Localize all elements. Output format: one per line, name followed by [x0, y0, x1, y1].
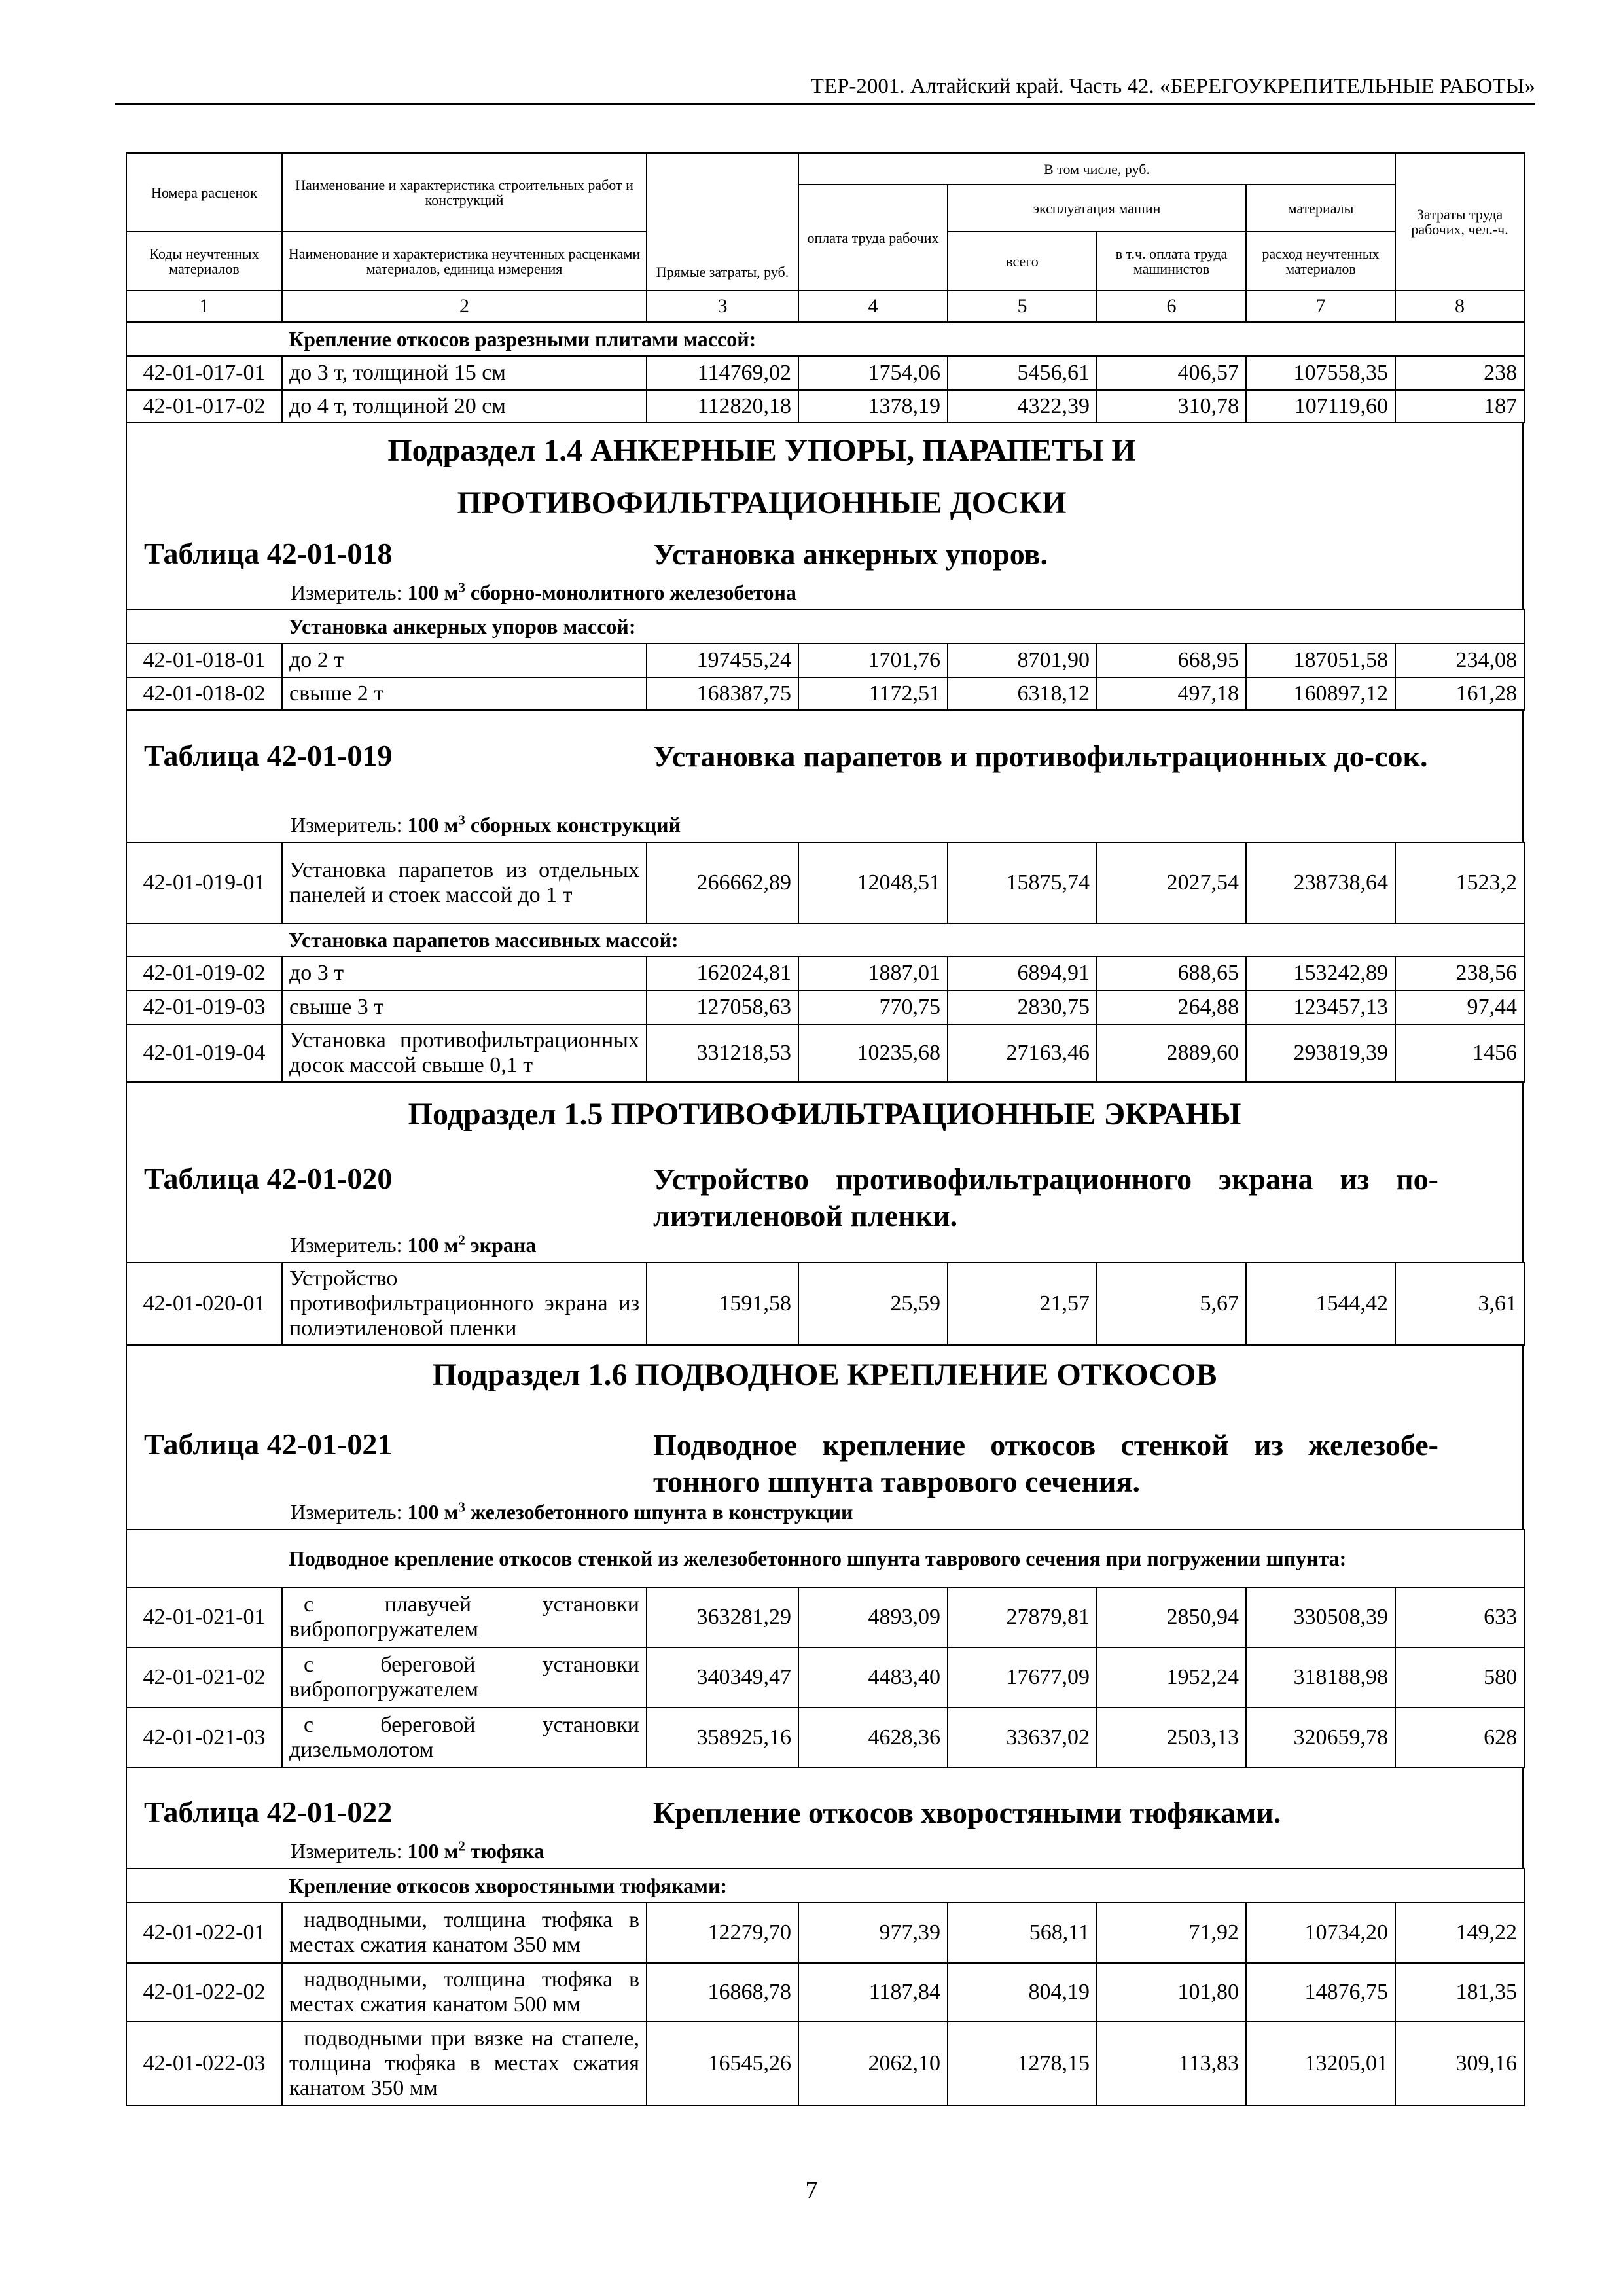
direct-cost: 1591,58 [647, 1263, 798, 1345]
rate-code: 42-01-018-02 [126, 677, 282, 710]
operator-cost: 1952,24 [1097, 1647, 1246, 1708]
operator-cost: 497,18 [1097, 677, 1246, 710]
material-cost: 330508,39 [1246, 1587, 1395, 1647]
material-cost: 123457,13 [1246, 990, 1395, 1024]
operator-cost: 668,95 [1097, 643, 1246, 677]
section-1-4 [126, 423, 1524, 609]
table-017-rows [126, 321, 1525, 423]
operator-cost: 264,88 [1097, 990, 1246, 1024]
operator-cost: 406,57 [1097, 356, 1246, 390]
labor-cost: 4483,40 [798, 1647, 948, 1708]
labor-hours: 580 [1395, 1647, 1524, 1708]
rate-name: надводными, толщина тюфяка в местах сжатия канатом 350 мм [282, 1903, 647, 1963]
table-018-rows [126, 609, 1525, 711]
labor-cost: 1187,84 [798, 1963, 948, 2022]
operator-cost: 5,67 [1097, 1263, 1246, 1345]
direct-cost: 162024,81 [647, 956, 798, 990]
machine-cost: 4322,39 [948, 390, 1097, 423]
material-cost: 107558,35 [1246, 356, 1395, 390]
machine-cost: 2830,75 [948, 990, 1097, 1024]
operator-cost: 310,78 [1097, 390, 1246, 423]
labor-hours: 161,28 [1395, 677, 1524, 710]
direct-cost: 197455,24 [647, 643, 798, 677]
material-cost: 160897,12 [1246, 677, 1395, 710]
operator-cost: 71,92 [1097, 1903, 1246, 1963]
direct-cost: 340349,47 [647, 1647, 798, 1708]
col4-header: оплата труда рабочих [798, 185, 948, 291]
labor-cost: 10235,68 [798, 1024, 948, 1082]
labor-cost: 1754,06 [798, 356, 948, 390]
table-title: Подводное крепление откосов стенкой из железобе-тонного шпунта таврового сечения. [653, 1428, 1438, 1498]
labor-hours: 633 [1395, 1587, 1524, 1647]
table-022-rows [126, 1868, 1525, 2106]
table-title: Устройство противофильтрационного экрана из по-лиэтиленовой пленки. [653, 1162, 1438, 1232]
col8-header: Затраты труда рабочих, чел.-ч. [1395, 153, 1524, 291]
rates-document [126, 152, 1524, 2106]
machine-cost: 568,11 [948, 1903, 1097, 1963]
col-number: 1 [126, 291, 282, 322]
col5-header: всего [948, 232, 1097, 291]
material-cost: 1544,42 [1246, 1263, 1395, 1345]
rate-name: с плавучей установки вибропогружателем [282, 1587, 647, 1647]
machine-cost: 1278,15 [948, 2022, 1097, 2106]
table-019-rows [126, 842, 1525, 1083]
labor-cost: 1378,19 [798, 390, 948, 423]
machines-header: эксплуатация машин [948, 185, 1246, 232]
group-heading: Подводное крепление откосов стенкой из железобетонного шпунта таврового сечения при погружении шпунта: [282, 1530, 1524, 1587]
material-cost: 14876,75 [1246, 1963, 1395, 2022]
material-cost: 320659,78 [1246, 1708, 1395, 1768]
material-cost: 153242,89 [1246, 956, 1395, 990]
machine-cost: 5456,61 [948, 356, 1097, 390]
rate-code: 42-01-022-03 [126, 2022, 282, 2106]
col6-header: в т.ч. оплата труда машинистов [1097, 232, 1246, 291]
machine-cost: 17677,09 [948, 1647, 1097, 1708]
machine-cost: 33637,02 [948, 1708, 1097, 1768]
table-number: Таблица 42-01-018 [144, 537, 393, 570]
incl-header: В том числе, руб. [798, 153, 1395, 185]
rate-name: до 2 т [282, 643, 647, 677]
direct-cost: 363281,29 [647, 1587, 798, 1647]
rate-name: Устройство противофильтрационного экрана из полиэтиленовой пленки [282, 1263, 647, 1345]
rate-code: 42-01-021-03 [126, 1708, 282, 1768]
table-number: Таблица 42-01-021 [144, 1427, 393, 1461]
machine-cost: 15875,74 [948, 842, 1097, 924]
labor-hours: 3,61 [1395, 1263, 1524, 1345]
rate-code: 42-01-018-01 [126, 643, 282, 677]
direct-cost: 266662,89 [647, 842, 798, 924]
rate-code: 42-01-019-02 [126, 956, 282, 990]
group-heading: Установка парапетов массивных массой: [282, 924, 1524, 956]
col-number: 2 [282, 291, 647, 322]
table-020-rows [126, 1262, 1525, 1346]
rate-code: 42-01-020-01 [126, 1263, 282, 1345]
material-cost: 13205,01 [1246, 2022, 1395, 2106]
labor-cost: 12048,51 [798, 842, 948, 924]
labor-hours: 628 [1395, 1708, 1524, 1768]
col-number: 5 [948, 291, 1097, 322]
rate-code: 42-01-019-04 [126, 1024, 282, 1082]
table-022-header [126, 1768, 1524, 1868]
rate-name: до 3 т, толщиной 15 см [282, 356, 647, 390]
col-number: 4 [798, 291, 948, 322]
direct-cost: 16545,26 [647, 2022, 798, 2106]
direct-cost: 168387,75 [647, 677, 798, 710]
table-title: Установка парапетов и противофильтрационных до-сок. [653, 740, 1428, 773]
operator-cost: 2889,60 [1097, 1024, 1246, 1082]
operator-cost: 2503,13 [1097, 1708, 1246, 1768]
table-number: Таблица 42-01-019 [144, 739, 393, 772]
measure-unit: Измеритель: 100 $м^3$ сборных конструкций [291, 812, 681, 836]
machine-cost: 27163,46 [948, 1024, 1097, 1082]
rate-name: надводными, толщина тюфяка в местах сжатия канатом 500 мм [282, 1963, 647, 2022]
rate-name: Установка парапетов из отдельных панелей и стоек массой до 1 т [282, 842, 647, 924]
rate-code: 42-01-022-02 [126, 1963, 282, 2022]
labor-cost: 25,59 [798, 1263, 948, 1345]
direct-cost: 12279,70 [647, 1903, 798, 1963]
material-cost: 10734,20 [1246, 1903, 1395, 1963]
labor-cost: 1172,51 [798, 677, 948, 710]
labor-hours: 149,22 [1395, 1903, 1524, 1963]
direct-cost: 127058,63 [647, 990, 798, 1024]
table-number: Таблица 42-01-020 [144, 1162, 393, 1195]
subsection-title: Подраздел 1.4 АНКЕРНЫЕ УПОРЫ, ПАРАПЕТЫ И ПРОТИВОФИЛЬТРАЦИОННЫЕ ДОСКИ [387, 433, 1136, 520]
col3-header: Прямые затраты, руб. [647, 153, 798, 291]
direct-cost: 331218,53 [647, 1024, 798, 1082]
direct-cost: 112820,18 [647, 390, 798, 423]
material-cost: 187051,58 [1246, 643, 1395, 677]
direct-cost: 358925,16 [647, 1708, 798, 1768]
material-cost: 318188,98 [1246, 1647, 1395, 1708]
labor-hours: 1456 [1395, 1024, 1524, 1082]
operator-cost: 101,80 [1097, 1963, 1246, 2022]
labor-cost: 1887,01 [798, 956, 948, 990]
rate-name: с береговой установки дизельмолотом [282, 1708, 647, 1768]
table-021-rows [126, 1529, 1525, 1768]
machine-cost: 8701,90 [948, 643, 1097, 677]
section-1-6 [126, 1346, 1524, 1529]
rate-name: до 3 т [282, 956, 647, 990]
measure-unit: Измеритель: 100 $м^2$ экрана [291, 1232, 537, 1257]
rate-code: 42-01-017-01 [126, 356, 282, 390]
machine-cost: 804,19 [948, 1963, 1097, 2022]
labor-cost: 4893,09 [798, 1587, 948, 1647]
labor-hours: 1523,2 [1395, 842, 1524, 924]
column-header-table [126, 152, 1525, 323]
labor-cost: 2062,10 [798, 2022, 948, 2106]
subsection-title: Подраздел 1.5 ПРОТИВОФИЛЬТРАЦИОННЫЕ ЭКРАНЫ [408, 1097, 1241, 1132]
labor-hours: 309,16 [1395, 2022, 1524, 2106]
operator-cost: 2850,94 [1097, 1587, 1246, 1647]
rate-name: подводными при вязке на стапеле, толщина тюфяка в местах сжатия канатом 350 мм [282, 2022, 647, 2106]
operator-cost: 113,83 [1097, 2022, 1246, 2106]
running-header: ТЕР-2001. Алтайский край. Часть 42. «БЕРЕГОУКРЕПИТЕЛЬНЫЕ РАБОТЫ» [115, 72, 1535, 105]
material-cost: 293819,39 [1246, 1024, 1395, 1082]
machine-cost: 21,57 [948, 1263, 1097, 1345]
group-heading: Крепление откосов хворостяными тюфяками: [282, 1869, 1524, 1903]
rate-code: 42-01-021-02 [126, 1647, 282, 1708]
labor-cost: 1701,76 [798, 643, 948, 677]
rate-name: свыше 2 т [282, 677, 647, 710]
machine-cost: 6894,91 [948, 956, 1097, 990]
table-number: Таблица 42-01-022 [144, 1795, 393, 1829]
labor-cost: 770,75 [798, 990, 948, 1024]
col7-header: расход неучтенных материалов [1246, 232, 1395, 291]
material-cost: 107119,60 [1246, 390, 1395, 423]
direct-cost: 114769,02 [647, 356, 798, 390]
measure-unit: Измеритель: 100 $м^3$ железобетонного шпунта в конструкции [291, 1499, 853, 1524]
machine-cost: 27879,81 [948, 1587, 1097, 1647]
measure-unit: Измеритель: 100 $м^2$ тюфяка [291, 1838, 544, 1863]
rate-name: Установка противофильтрационных досок массой свыше 0,1 т [282, 1024, 647, 1082]
operator-cost: 2027,54 [1097, 842, 1246, 924]
subsection-title: Подраздел 1.6 ПОДВОДНОЕ КРЕПЛЕНИЕ ОТКОСОВ [432, 1357, 1217, 1392]
rate-code: 42-01-019-01 [126, 842, 282, 924]
table-title: Крепление откосов хворостяными тюфяками. [653, 1796, 1281, 1829]
rate-name: с береговой установки вибропогружателем [282, 1647, 647, 1708]
operator-cost: 688,65 [1097, 956, 1246, 990]
section-1-5 [126, 1083, 1524, 1262]
labor-cost: 4628,36 [798, 1708, 948, 1768]
col2-header-a: Наименование и характеристика строительных работ и конструкций [282, 153, 647, 232]
group-heading: Установка анкерных упоров массой: [282, 609, 1524, 643]
labor-hours: 187 [1395, 390, 1524, 423]
page-number: 7 [805, 2177, 818, 2204]
col-number: 8 [1395, 291, 1524, 322]
rate-code: 42-01-022-01 [126, 1903, 282, 1963]
col2-header-b: Наименование и характеристика неучтенных расценками материалов, единица измерения [282, 232, 647, 291]
group-heading: Крепление откосов разрезными плитами массой: [282, 322, 1524, 356]
direct-cost: 16868,78 [647, 1963, 798, 2022]
material-cost: 238738,64 [1246, 842, 1395, 924]
rate-code: 42-01-019-03 [126, 990, 282, 1024]
col-number: 7 [1246, 291, 1395, 322]
col1-header-a: Номера расценок [126, 153, 282, 232]
labor-hours: 238,56 [1395, 956, 1524, 990]
labor-hours: 97,44 [1395, 990, 1524, 1024]
rate-code: 42-01-021-01 [126, 1587, 282, 1647]
rate-name: до 4 т, толщиной 20 см [282, 390, 647, 423]
col-number: 3 [647, 291, 798, 322]
machine-cost: 6318,12 [948, 677, 1097, 710]
measure-unit: Измеритель: 100 $м^3$ сборно-монолитного железобетона [291, 579, 796, 604]
labor-cost: 977,39 [798, 1903, 948, 1963]
labor-hours: 238 [1395, 356, 1524, 390]
materials-header: материалы [1246, 185, 1395, 232]
labor-hours: 181,35 [1395, 1963, 1524, 2022]
col-number: 6 [1097, 291, 1246, 322]
table-title: Установка анкерных упоров. [653, 537, 1048, 571]
labor-hours: 234,08 [1395, 643, 1524, 677]
rate-name: свыше 3 т [282, 990, 647, 1024]
col1-header-b: Коды неучтенных материалов [126, 232, 282, 291]
table-019-header [126, 711, 1524, 842]
rate-code: 42-01-017-02 [126, 390, 282, 423]
